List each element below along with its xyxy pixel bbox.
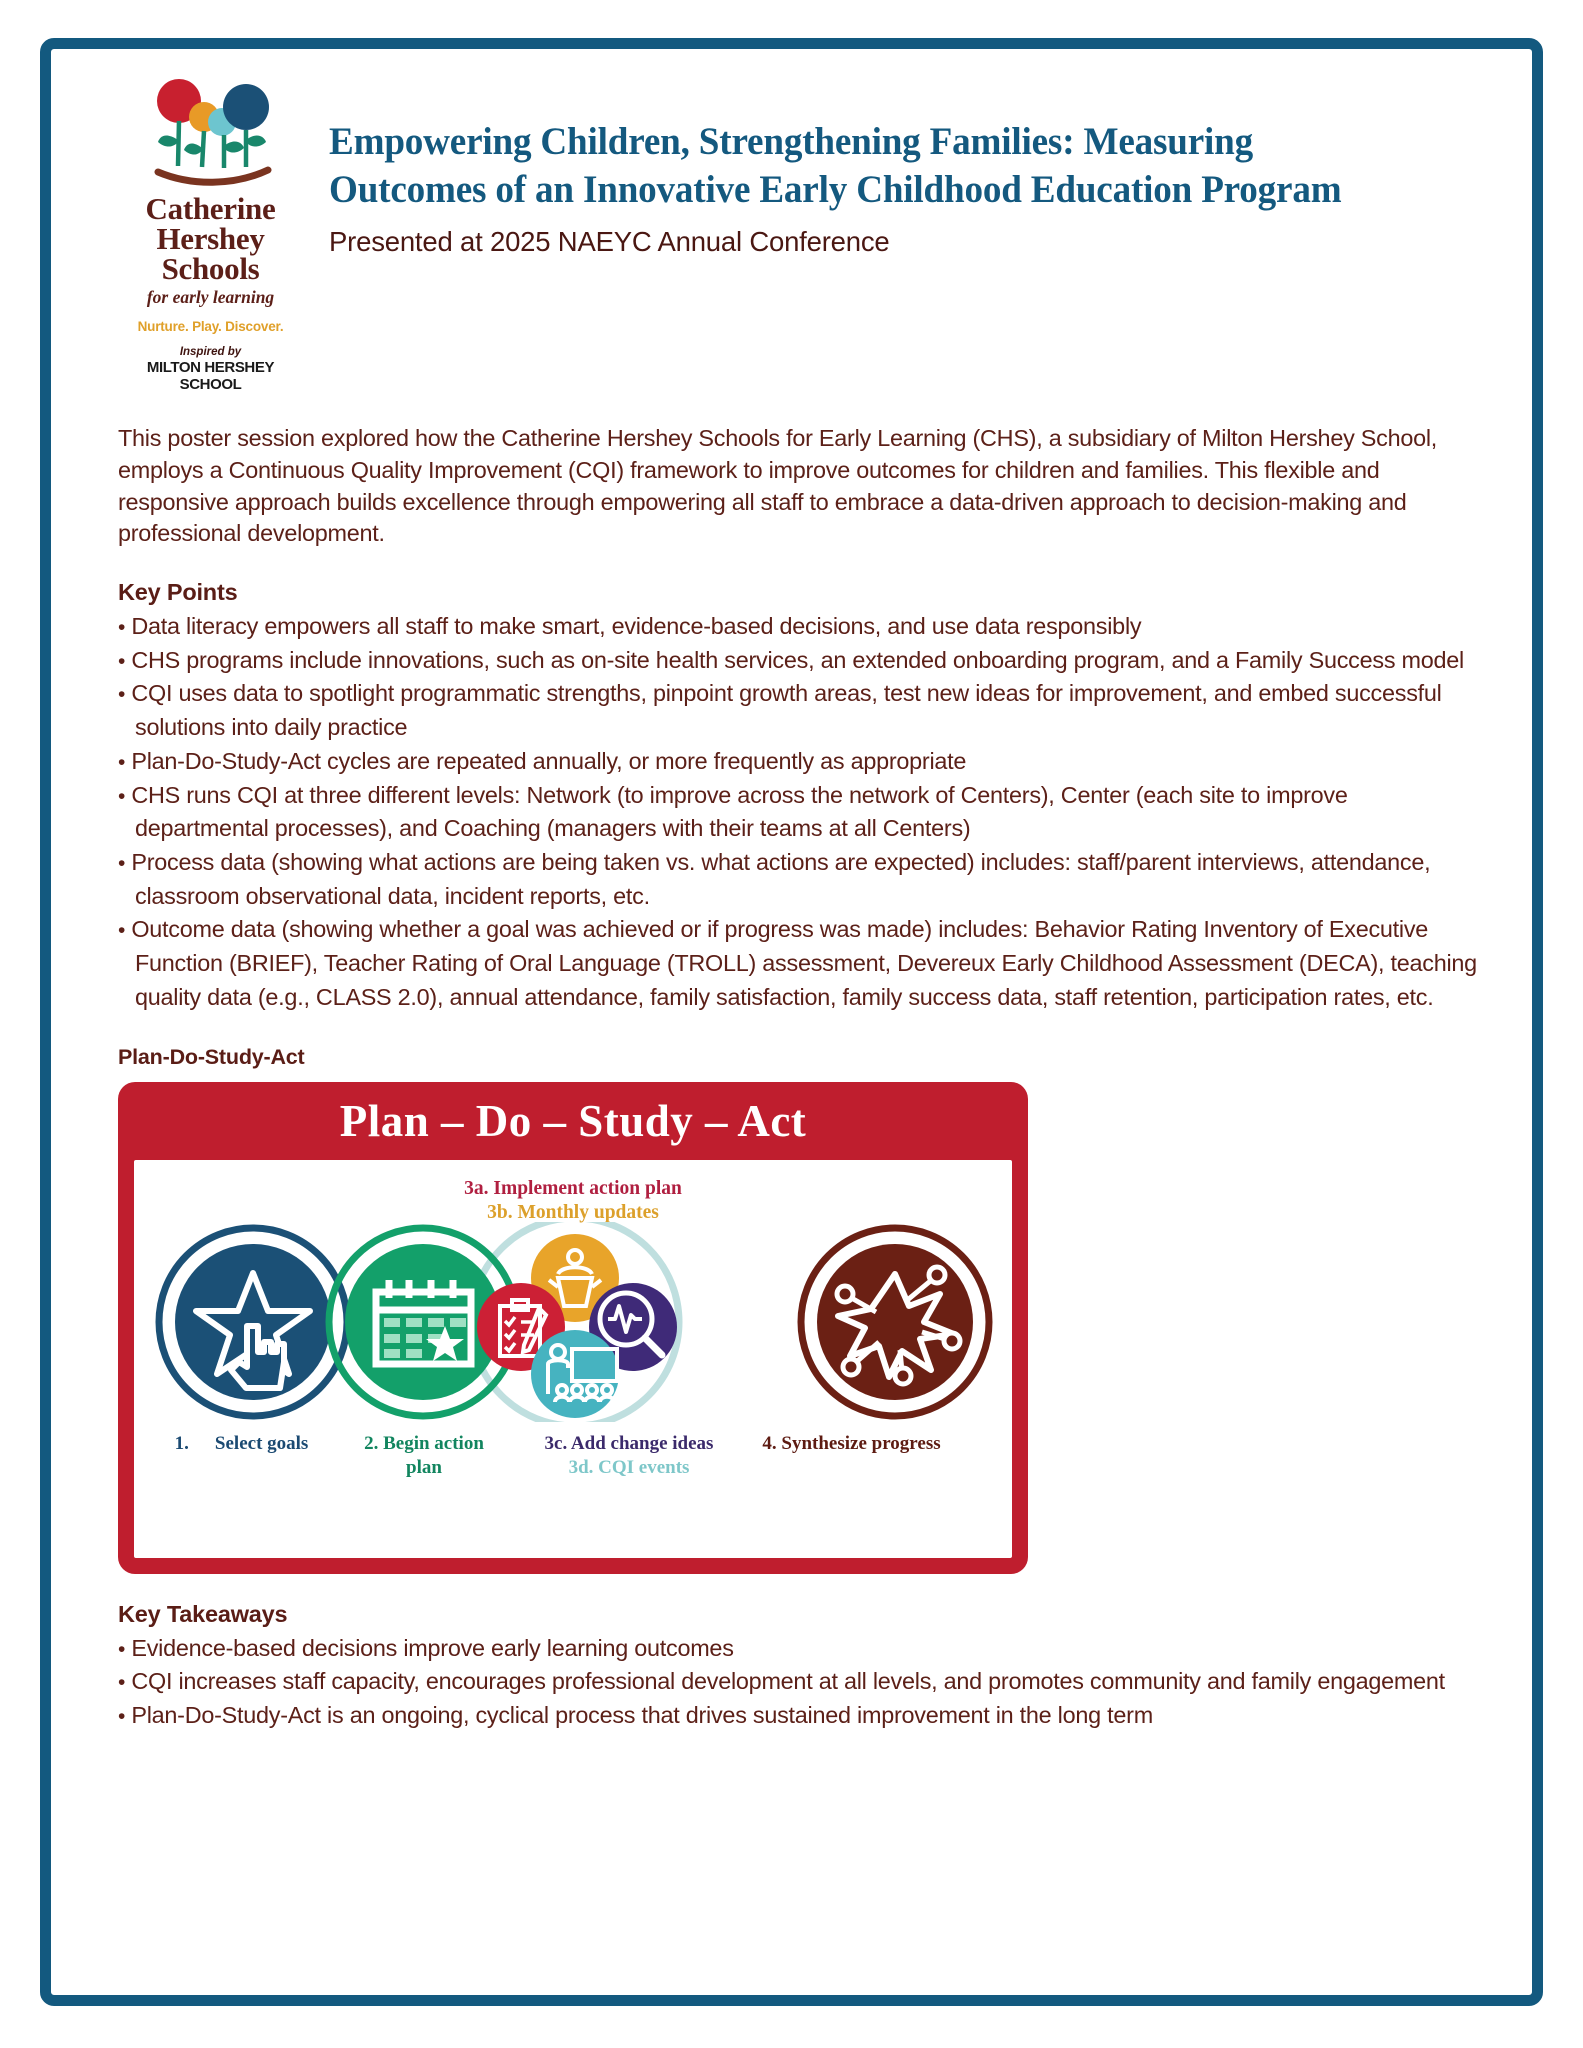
list-item-text: CQI uses data to spotlight programmatic strengths, pinpoint growth areas, test new ideas for improvement, and embed successful solutions into daily practice [131,680,1442,741]
bullet-icon: • [118,919,126,943]
pdsa-cycle-illustration [134,1222,1012,1422]
list-item-text: Plan-Do-Study-Act cycles are repeated annually, or more frequently as appropriate [131,747,967,774]
middle-cluster [477,1234,677,1418]
pdsa-graphic [134,1222,1012,1422]
list-item [118,913,1485,1014]
list-item-text: CHS runs CQI at three different levels: Network (to improve across the network of Centers), Center (each site to improve departmental processes), and Coaching (managers with their teams at all Centers) [131,781,1348,842]
logo-line-2: Hershey [156,220,265,256]
bullet-icon: • [118,616,126,640]
bullet-icon: • [118,1637,126,1661]
pdsa-step-3a-label: 3a. Implement action plan [464,1177,682,1199]
logo-inspired-by: Inspired by [179,346,242,359]
pdsa-step-1-label [134,1432,349,1481]
logo-line-1: Catherine [145,191,276,226]
logo-line-3: Schools [161,250,260,286]
pdsa-bottom-labels [134,1432,1012,1481]
page-subtitle: Presented at 2025 NAEYC Annual Conference [329,225,890,257]
bullet-icon: • [118,851,126,875]
key-points-heading: Key Points [118,579,238,606]
list-item [118,1699,1485,1733]
bullet-icon: • [118,649,126,673]
pdsa-banner-title: Plan – Do – Study – Act [339,1095,807,1146]
pdsa-step-3b-label: 3b. Monthly updates [487,1202,659,1224]
pdsa-step-3cd-label [499,1432,759,1481]
chs-logo [118,66,303,393]
list-item-text: Plan-Do-Study-Act is an ongoing, cyclical process that drives sustained improvement in the long term [131,1701,1153,1728]
pdsa-step-3c-label: 3c. Add change ideas [544,1432,714,1454]
list-item [118,610,1485,644]
key-points-list [118,610,1485,1014]
pdsa-diagram-card [118,1082,1028,1574]
list-item [118,677,1485,744]
list-item [118,745,1485,779]
pdsa-step-2-label: 2. Begin action plan [364,1432,484,1479]
pdsa-section-heading: Plan-Do-Study-Act [118,1044,305,1069]
key-takeaways-list [118,1632,1485,1733]
list-item [118,1632,1485,1666]
logo-subline: for early learning [146,287,275,308]
pdsa-top-labels [134,1177,1012,1226]
bullet-icon: • [118,683,126,707]
list-item-text: Data literacy empowers all staff to make smart, evidence-based decisions, and use data responsibly [131,613,1142,640]
list-item [118,779,1485,846]
pdsa-step-4-label: 4. Synthesize progress [762,1432,941,1454]
circle-4-synthesize-progress [801,1228,989,1416]
list-item-text: Evidence-based decisions improve early learning outcomes [131,1634,734,1661]
bullet-icon: • [118,1671,126,1695]
list-item [118,644,1485,678]
logo-wordmark [118,191,303,286]
list-item [118,1665,1485,1699]
pdsa-step-3d-label: 3d. CQI events [568,1457,690,1479]
logo-tagline: Nurture. Play. Discover. [137,319,284,335]
page-title: Empowering Children, Strengthening Families: Measuring Outcomes of an Innovative Early Childhood Education Program [329,119,1342,211]
key-takeaways-heading: Key Takeaways [118,1600,288,1627]
presentation-training-icon [531,1330,619,1418]
list-item-text: Outcome data (showing whether a goal was achieved or if progress was made) includes: Behavior Rating Inventory of Executive Function (BRIEF), Teacher Rating of Oral Language (TROLL) assessment, Devereux Early Childhood Assessment (DECA), teaching quality data (e.g., CLASS 2.0), annual attendance, family satisfaction, family success data, staff retention, participation rates, etc. [131,916,1477,1010]
bullet-icon: • [118,750,126,774]
logo-parent-org: MILTON HERSHEY SCHOOL [146,359,275,394]
pdsa-step-1-number: 1. [174,1432,189,1454]
bullet-icon: • [118,1704,126,1728]
intro-paragraph: This poster session explored how the Catherine Hershey Schools for Early Learning (CHS), a subsidiary of Milton Hershey School, employs a Continuous Quality Improvement (CQI) framework to improve outcomes for children and families. This flexible and responsive approach builds excellence through empowering all staff to embrace a data-driven approach to decision-making and professional development. [118,425,1438,547]
bullet-icon: • [118,784,126,808]
list-item-text: Process data (showing what actions are being taken vs. what actions are expected) includes: staff/parent interviews, attendance, classroom observational data, incident reports, etc. [131,848,1431,909]
list-item-text: CHS programs include innovations, such as on-site health services, an extended onboarding program, and a Family Success model [131,646,1464,673]
list-item [118,846,1485,913]
circle-1-select-goals [159,1228,347,1416]
poster-header [118,66,1485,393]
flowers-logo-icon [136,74,286,192]
list-item-text: CQI increases staff capacity, encourages professional development at all levels, and promotes community and family engagement [131,1668,1445,1695]
pdsa-step-1-text: Select goals [214,1432,309,1454]
